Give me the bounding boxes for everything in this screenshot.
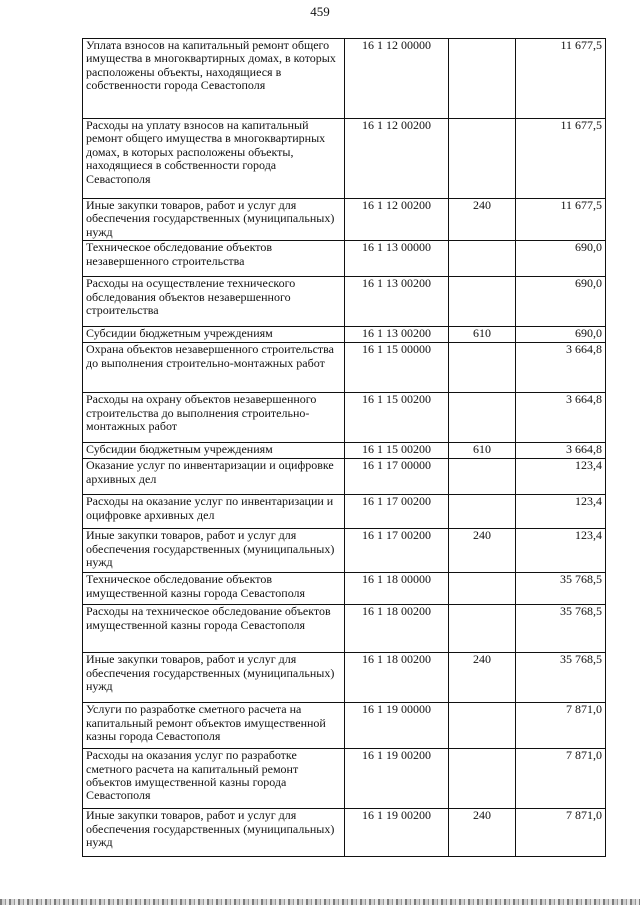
- table-row: [83, 529, 606, 573]
- row-code: 16 1 18 00000: [345, 573, 449, 605]
- row-name: Иные закупки товаров, работ и услуг для обеспечения государственных (муниципальных) нужд: [83, 809, 345, 857]
- row-code: 16 1 15 00200: [345, 393, 449, 443]
- table-row: [83, 39, 606, 119]
- table-row: [83, 241, 606, 277]
- row-amount: 3 664,8: [516, 443, 606, 459]
- row-amount: 7 871,0: [516, 703, 606, 749]
- row-name: Охрана объектов незавершенного строительства до выполнения строительно-монтажных работ: [83, 343, 345, 393]
- table-row: [83, 343, 606, 393]
- row-expense-type: [449, 703, 516, 749]
- row-code: 16 1 15 00000: [345, 343, 449, 393]
- row-expense-type: [449, 343, 516, 393]
- row-expense-type: 240: [449, 199, 516, 241]
- budget-table: [82, 38, 606, 857]
- row-expense-type: [449, 39, 516, 119]
- row-expense-type: [449, 393, 516, 443]
- table-row: [83, 605, 606, 653]
- row-amount: 690,0: [516, 241, 606, 277]
- row-amount: 3 664,8: [516, 343, 606, 393]
- row-expense-type: [449, 573, 516, 605]
- row-amount: 7 871,0: [516, 809, 606, 857]
- row-expense-type: [449, 749, 516, 809]
- row-name: Иные закупки товаров, работ и услуг для обеспечения государственных (муниципальных) нужд: [83, 199, 345, 241]
- table-row: [83, 809, 606, 857]
- row-name: Расходы на оказания услуг по разработке сметного расчета на капитальный ремонт объектов имущественной казны города Севастополя: [83, 749, 345, 809]
- row-expense-type: [449, 605, 516, 653]
- row-name: Расходы на техническое обследование объектов имущественной казны города Севастополя: [83, 605, 345, 653]
- row-code: 16 1 13 00200: [345, 277, 449, 327]
- row-code: 16 1 18 00200: [345, 653, 449, 703]
- row-amount: 35 768,5: [516, 653, 606, 703]
- page-number: 459: [310, 4, 330, 19]
- row-amount: 35 768,5: [516, 605, 606, 653]
- table-row: [83, 653, 606, 703]
- row-code: 16 1 13 00000: [345, 241, 449, 277]
- row-name: Оказание услуг по инвентаризации и оцифровке архивных дел: [83, 459, 345, 495]
- row-name: Уплата взносов на капитальный ремонт общего имущества в многоквартирных домах, в которых расположены объекты, находящиеся в собственности города Севастополя: [83, 39, 345, 119]
- table-row: [83, 495, 606, 529]
- table-row: [83, 393, 606, 443]
- table-row: [83, 459, 606, 495]
- row-amount: 35 768,5: [516, 573, 606, 605]
- row-name: Услуги по разработке сметного расчета на капитальный ремонт объектов имущественной казны города Севастополя: [83, 703, 345, 749]
- table-row: [83, 749, 606, 809]
- row-expense-type: [449, 495, 516, 529]
- table-row: [83, 119, 606, 199]
- row-expense-type: [449, 277, 516, 327]
- row-code: 16 1 12 00200: [345, 119, 449, 199]
- row-amount: 11 677,5: [516, 39, 606, 119]
- row-code: 16 1 12 00200: [345, 199, 449, 241]
- table-row: [83, 573, 606, 605]
- row-name: Расходы на оказание услуг по инвентаризации и оцифровке архивных дел: [83, 495, 345, 529]
- row-amount: 123,4: [516, 459, 606, 495]
- row-expense-type: 240: [449, 809, 516, 857]
- row-amount: 11 677,5: [516, 199, 606, 241]
- row-name: Расходы на уплату взносов на капитальный ремонт общего имущества в многоквартирных домах, в которых расположены объекты, находящиеся в собственности города Севастополя: [83, 119, 345, 199]
- row-code: 16 1 17 00200: [345, 529, 449, 573]
- row-name: Техническое обследование объектов имущественной казны города Севастополя: [83, 573, 345, 605]
- row-amount: 690,0: [516, 277, 606, 327]
- row-code: 16 1 19 00200: [345, 749, 449, 809]
- row-code: 16 1 19 00000: [345, 703, 449, 749]
- table-row: [83, 703, 606, 749]
- row-code: 16 1 17 00000: [345, 459, 449, 495]
- row-amount: 11 677,5: [516, 119, 606, 199]
- row-expense-type: [449, 241, 516, 277]
- row-code: 16 1 15 00200: [345, 443, 449, 459]
- table-row: [83, 277, 606, 327]
- table-row: [83, 199, 606, 241]
- row-code: 16 1 12 00000: [345, 39, 449, 119]
- row-amount: 7 871,0: [516, 749, 606, 809]
- row-name: Иные закупки товаров, работ и услуг для обеспечения государственных (муниципальных) нужд: [83, 653, 345, 703]
- row-amount: 123,4: [516, 529, 606, 573]
- table-row: [83, 327, 606, 343]
- row-name: Расходы на осуществление технического обследования объектов незавершенного строительства: [83, 277, 345, 327]
- row-expense-type: 610: [449, 327, 516, 343]
- row-name: Субсидии бюджетным учреждениям: [83, 443, 345, 459]
- row-amount: 690,0: [516, 327, 606, 343]
- row-amount: 3 664,8: [516, 393, 606, 443]
- scan-edge-noise: [0, 899, 640, 905]
- row-name: Субсидии бюджетным учреждениям: [83, 327, 345, 343]
- table-row: [83, 443, 606, 459]
- row-name: Техническое обследование объектов незавершенного строительства: [83, 241, 345, 277]
- row-expense-type: [449, 459, 516, 495]
- row-code: 16 1 13 00200: [345, 327, 449, 343]
- row-expense-type: [449, 119, 516, 199]
- row-expense-type: 610: [449, 443, 516, 459]
- row-name: Иные закупки товаров, работ и услуг для обеспечения государственных (муниципальных) нужд: [83, 529, 345, 573]
- row-name: Расходы на охрану объектов незавершенного строительства до выполнения строительно-монтажных работ: [83, 393, 345, 443]
- row-code: 16 1 19 00200: [345, 809, 449, 857]
- row-expense-type: 240: [449, 653, 516, 703]
- row-expense-type: 240: [449, 529, 516, 573]
- row-amount: 123,4: [516, 495, 606, 529]
- row-code: 16 1 18 00200: [345, 605, 449, 653]
- row-code: 16 1 17 00200: [345, 495, 449, 529]
